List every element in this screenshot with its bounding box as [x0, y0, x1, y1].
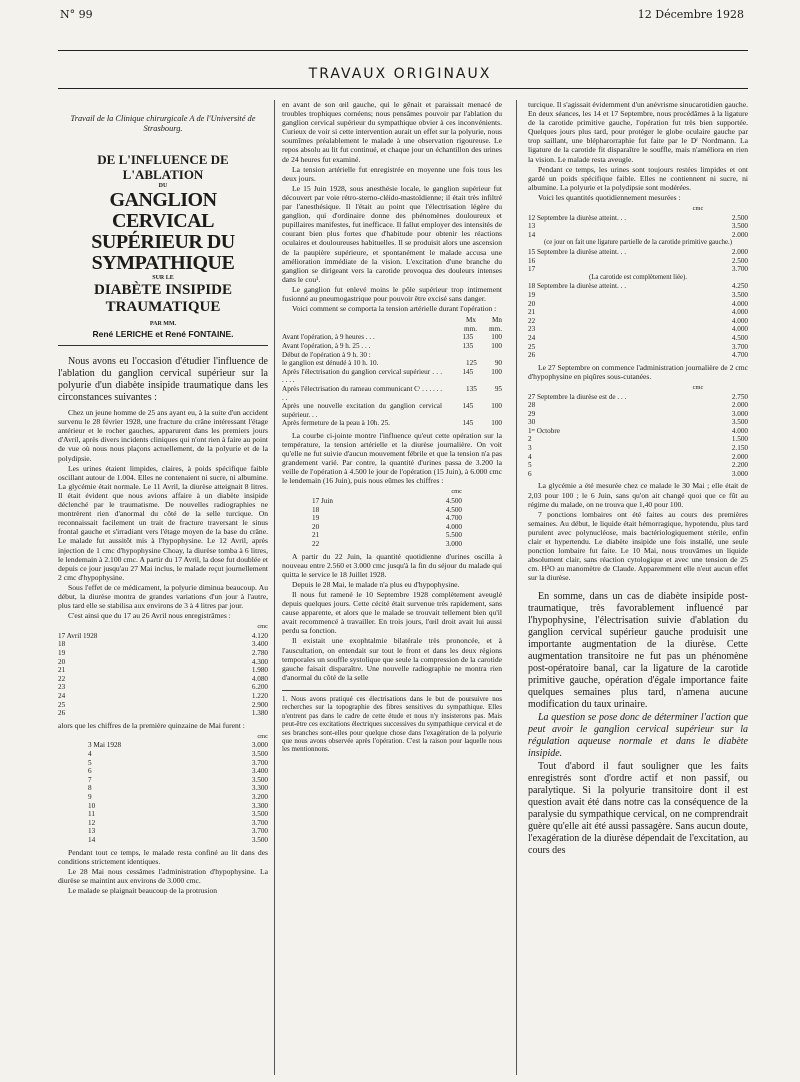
page-header [0, 8, 800, 26]
table-cell-date: 29 [528, 409, 536, 418]
table-unit: cmc [692, 383, 704, 391]
table-cell-value: 3.700 [251, 827, 268, 836]
column-2 [282, 100, 502, 754]
table-row [282, 351, 502, 360]
table-cell-value: 4.250 [731, 282, 748, 291]
table-row [88, 784, 268, 793]
table-row [58, 683, 268, 692]
title-sur: SUR LE [152, 275, 174, 281]
table-row [58, 701, 268, 710]
paragraph: alors que les chiffres de la première quinzaine de Mai furent : [58, 720, 245, 730]
table-cell-mx: 145 [462, 367, 474, 376]
table-cell-date: 3 [528, 444, 532, 453]
table-cell-value: 4.500 [731, 333, 748, 342]
header-rule [58, 50, 748, 51]
column-divider-1 [274, 100, 275, 1075]
table-cell-value: 5.500 [445, 531, 462, 540]
paragraph: Sous l'effet de ce médicament, la polyurie diminua beaucoup. Au début, la diurèse montra de grandes variations d'un jour à l'autre, plus tard elle se stabilisa aux environs de 3 à 4 litres par jour. [58, 582, 268, 611]
col-header-mx: Mx [466, 316, 476, 325]
paragraph: La tension artérielle fut enregistrée en moyenne une fois tous les deux jours. [282, 164, 502, 183]
table-cell-date: 15 Septembre la diurèse atteint. . . [528, 248, 626, 256]
table-cell-date: 25 [58, 700, 66, 709]
table-cell-value: 1.380 [251, 709, 268, 718]
table-cell-value: 3.500 [731, 222, 748, 231]
table-row [528, 343, 748, 352]
table-cell-mn: 100 [491, 402, 502, 411]
table-cell-date: 4 [528, 452, 532, 461]
table-cell-date: 10 [88, 801, 96, 810]
table-cell-value: 3.700 [731, 342, 748, 351]
paragraph: Il existait une exophtalmie bilatérale très prononcée, et à l'auscultation, on entendait sur tout le front et dans les deux régions temporales un souffle systolique que seule la compression de la carotide gauche faisait disparaître. Une nouvelle radiographie ne montra rien d'anormal du côté de la selle [282, 636, 502, 682]
paragraph: Pendant ce temps, les urines sont toujours restées limpides et ont gardé un poids spécifique faible. Elles ne contiennent ni sucre, ni albumine. La polyurie et la polydipsie sont modérées. [528, 164, 748, 192]
table-cell-value: 2.780 [251, 649, 268, 658]
table-row [58, 692, 268, 701]
table-cell-mx: 125 [466, 359, 477, 368]
table-row [88, 793, 268, 802]
table-cell-value: 4.000 [731, 426, 748, 435]
table-cell-label: Avant l'opération, à 9 h. 25 . . . [282, 341, 371, 350]
table-cell-date: 20 [58, 657, 66, 666]
table-cell-date: 14 [528, 230, 536, 239]
table-cell-values [462, 368, 502, 385]
table-row [58, 675, 268, 684]
table-cell-date: 20 [312, 522, 320, 531]
table-cell-mn: 100 [491, 333, 502, 342]
table-row [88, 750, 268, 759]
footnote: 1. Nous avons pratiqué ces électrisations dans le but de poursuivre nos recherches sur la topographie des fibres sensitives du sympathique. Elles n'entrent pas dans le cadre de cette étude et nous n'y insisterons pas. Mais peut-être ces excitations électriques successives du sympathique cervical et de ses branches sont-elles pour quelque chose dans l'exagération de la polyurie que nous avons observée après l'opération. C'est la raison pour laquelle nous les mentionnons. [282, 690, 502, 754]
table-cell-value: 4.120 [251, 631, 268, 640]
table-cell-date: 6 [88, 767, 92, 776]
table-cell-date: 16 [528, 256, 536, 265]
table-cell-mn: 100 [491, 341, 502, 350]
paragraph: C'est ainsi que du 17 au 26 Avril nous enregistrâmes : [68, 611, 231, 621]
table-cell-mx: 145 [462, 402, 474, 411]
table-cell-date: 7 [88, 775, 92, 784]
paragraph: turcique. Il s'agissait évidemment d'un anévrisme sinucarotidien gauche. En deux séances, les 14 et 17 Septembre, nous procédâmes à la ligature de la carotide primitive gauche, l'opération fut très bien supportée. Quelques jours plus tard, pour protéger le globe oculaire gauche par trop saillant, une blépharorraphie fut faite par le Dʳ Nordmann. La ligature de la carotide fit disparaître le souffle, mais n'améliora en rien la vision. Le malade resta aveugle. [528, 100, 748, 164]
table-units [282, 325, 502, 334]
table-cell-date: 6 [528, 469, 532, 478]
intro-paragraph: Nous avons eu l'occasion d'étudier l'influence de l'ablation du ganglion cervical supérieur sur la polyurie d'un diabète insipide traumatique dans les circonstances suivantes : [58, 356, 268, 404]
table-cell-date: 13 [88, 827, 96, 836]
title-line-3: DIABÈTE INSIPIDE TRAUMATIQUE [94, 282, 232, 315]
table-row [528, 291, 748, 300]
table-cell-date: 21 [312, 531, 320, 540]
table-cell-date: 9 [88, 793, 92, 802]
table-cell-date: 12 Septembre la diurèse atteint. . . [528, 213, 626, 222]
table-cell-value: 2.900 [251, 700, 268, 709]
table-unit: cmc [692, 205, 704, 213]
table-cell-value: 2.200 [731, 461, 748, 470]
table-cell-date: 18 Septembre la diurèse atteint. . . [528, 282, 626, 291]
table-cell-value: 3.700 [731, 265, 748, 274]
table-cell-value: 2.500 [731, 256, 748, 265]
table-cell-values [466, 385, 502, 402]
unit-mx: mm. [464, 324, 478, 333]
table-row [312, 497, 462, 506]
table-row [528, 401, 748, 410]
table-cell-value: 3.000 [251, 741, 268, 750]
table-cell-label: Début de l'opération à 9 h. 30 : [282, 350, 371, 359]
paragraph: La glycémie a été mesurée chez ce malade le 30 Mai ; elle était de 2,03 pour 100 ; le 6 Juin, sans qu'on ait changé quoi que ce fût au régime du malade, on ne trouva que 1,40 pour 100. [528, 481, 748, 509]
table-row [528, 444, 748, 453]
table-row [88, 810, 268, 819]
table-cell-label: Après fermeture de la peau à 10h. 25. [282, 419, 390, 428]
table-row [312, 540, 462, 549]
table-row [528, 214, 748, 223]
paragraph: A partir du 22 Juin, la quantité quotidienne d'urines oscilla à nouveau entre 2.560 et 3.000 cmc jusqu'à la fin du séjour du malade qui quitta le service le 18 Juillet 1928. [282, 551, 502, 579]
paragraph: Pendant tout ce temps, le malade resta confiné au lit dans des conditions strictement identiques. [58, 847, 268, 866]
paragraph: Le 27 Septembre on commence l'administration journalière de 2 cmc d'hypophysine en piqûres sous-cutanées. [528, 362, 748, 381]
table-cell-mn: 95 [494, 384, 502, 393]
table-row [528, 257, 748, 266]
table-cell-mx: 135 [462, 341, 474, 350]
table-row [528, 461, 748, 470]
table-cell-mx: 145 [462, 419, 474, 428]
table-row [88, 759, 268, 768]
table-cell-value: 3.700 [251, 758, 268, 767]
question-paragraph: La question se pose donc de déterminer l'action que peut avoir le ganglion cervical supérieur sur la régulation aqueuse normale et dans le diabète insipide. [528, 712, 748, 760]
table-row [88, 819, 268, 828]
table-row [528, 248, 748, 257]
table-cell-value: 2.750 [731, 392, 748, 401]
paragraph: Le malade se plaignait beaucoup de la protrusion [68, 885, 218, 895]
table-cell-mn: 90 [494, 359, 502, 368]
table-cell-label: Avant l'opération, à 9 heures . . . [282, 333, 375, 342]
diuresis-table-june [282, 488, 502, 548]
table-row [312, 523, 462, 532]
table-cell-label: Après une nouvelle excitation du ganglion cervical supérieur. . . [282, 402, 442, 419]
table-note: (ce jour on fait une ligature partielle de la carotide primitive gauche.) [544, 239, 732, 247]
blood-pressure-table [282, 316, 502, 428]
table-row [88, 741, 268, 750]
table-row [58, 640, 268, 649]
diuresis-table-october [528, 384, 748, 479]
unit-mn: mm. [489, 324, 502, 333]
paragraph: Le ganglion fut enlevé moins le pôle supérieur trop intimement fusionné au pneumogastrique pour pouvoir être excisé sans danger. [282, 284, 502, 303]
table-cell-value: 4.500 [445, 505, 462, 514]
table-cell-date: 23 [528, 325, 536, 334]
table-row [58, 666, 268, 675]
table-cell-value: 1.220 [251, 692, 268, 700]
table-cell-date: 27 Septembre la diurèse est de . . . [528, 392, 627, 401]
table-cell-date: 21 [528, 308, 536, 317]
issue-number: N° 99 [60, 8, 93, 21]
table-cell-values [462, 402, 502, 419]
table-cell-value: 2.000 [731, 401, 748, 410]
paragraph: Le 28 Mai nous cessâmes l'administration d'hypophysine. La diurèse se maintint aux environs de 3.000 cmc. [58, 866, 268, 885]
section-title: TRAVAUX ORIGINAUX [308, 66, 492, 82]
title-du: DU [158, 183, 168, 189]
table-row [528, 435, 748, 444]
table-cell-value: 4.700 [445, 514, 462, 523]
table-row [528, 308, 748, 317]
table-row [58, 709, 268, 718]
diuresis-table-may [58, 733, 268, 845]
table-cell-mx: 135 [462, 333, 474, 342]
table-row [312, 514, 462, 523]
diuresis-table-april [58, 623, 268, 718]
table-row [282, 342, 502, 351]
table-cell-date: 19 [312, 514, 320, 523]
table-row [528, 410, 748, 419]
table-row [528, 393, 748, 402]
table-cell-values [484, 351, 502, 360]
paragraph: Voici les quantités quotidiennement mesurées : [538, 192, 681, 202]
table-cell-date: 28 [528, 401, 536, 410]
table-cell-date: 18 [58, 640, 66, 649]
table-cell-date: 12 [88, 818, 96, 827]
table-cell-date: 5 [88, 758, 92, 767]
table-cell-date: 23 [58, 683, 66, 692]
table-cell-value: 2.000 [731, 452, 748, 461]
paragraph: Le 15 Juin 1928, sous anesthésie locale, le ganglion supérieur fut découvert par voie rétro-sterno-cléido-mastoïdienne; il était très infiltré par l'anesthésique. Il l'était au point que l'électrisation légère du ganglion, qui d'ordinaire donne des phénomènes douloureux et pupillaires manifestes, fut inefficace. Il fallut employer des intensités de courant bien plus fortes que d'habitude pour obtenir les réactions oculaires et douloureuses habituelles. Il se produisit alors une ascension de la paupière supérieure, et spontanément le malade accusa une amélioration immédiate de la vision. L'excitation d'une branche du ganglion se dirigeant vers la carotide provoqua des douleurs intenses dans le cou¹. [282, 183, 502, 284]
table-cell-value: 3.500 [251, 810, 268, 819]
table-cell-value: 1.500 [731, 435, 748, 444]
table-cell-date: 24 [58, 692, 66, 700]
table-cell-date: 26 [58, 709, 66, 718]
table-cell-date: 2 [528, 435, 532, 444]
table-cell-value: 6.200 [251, 683, 268, 692]
title-rule [58, 345, 268, 346]
table-row [528, 222, 748, 231]
table-row [528, 418, 748, 427]
table-cell-date: 24 [528, 333, 536, 342]
table-cell-date: 17 Juin [312, 497, 333, 506]
table-row [88, 802, 268, 811]
table-row [58, 649, 268, 658]
table-cell-date: 22 [58, 674, 66, 683]
table-cell-date: 25 [528, 342, 536, 351]
col-header-mn: Mn [492, 316, 502, 325]
column-1 [58, 100, 268, 896]
table-row [282, 402, 502, 419]
paragraph: Il nous fut ramené le 10 Septembre 1928 complètement aveuglé depuis quelques jours. Cette cécité était survenue très rapidement, sans cause apparente, et alors que le malade se trouvait tellement bien qu'il avait recommencé à travailler. En trois jours, l'œil droit avait lui aussi perdu sa fonction. [282, 589, 502, 636]
table-cell-date: 8 [88, 784, 92, 793]
table-cell-date: 5 [528, 461, 532, 470]
table-row [282, 359, 502, 368]
issue-date: 12 Décembre 1928 [637, 8, 744, 21]
table-cell-label: Après l'électrisation du rameau communicant Cᵗ . . . . . . . . [282, 384, 442, 402]
spacer [528, 583, 748, 591]
table-cell-value: 3.200 [251, 793, 268, 802]
diuresis-table-september [528, 205, 748, 360]
table-header [282, 316, 502, 325]
table-cell-values [462, 419, 502, 428]
table-cell-mn: 100 [491, 367, 502, 376]
table-row [528, 317, 748, 326]
table-unit: cmc [257, 732, 268, 740]
table-cell-value: 3.500 [251, 750, 268, 759]
title-par: PAR MM. [149, 321, 177, 327]
table-cell-date: 21 [58, 666, 66, 675]
table-cell-values [462, 333, 502, 342]
table-row [312, 506, 462, 515]
table-row [282, 385, 502, 402]
table-cell-value: 3.000 [731, 409, 748, 418]
paragraph: en avant de son œil gauche, qui le gênait et paraissait menacé de troubles trophiques cornéens; nous pensâmes pouvoir par l'ablation du ganglion cervical supérieur du sympathique obvier à ces inconvénients. Curieux de voir si cette intervention aurait un effet sur la polyurie, nous soumîmes préalablement le malade à une observation rigoureuse. Le repos absolu au lit fut continué, et chaque jour un échantillon des urines de 24 heures fut examiné. [282, 100, 502, 164]
conclusion-paragraph: En somme, dans un cas de diabète insipide post-traumatique, très favorablement influencé par l'hypophysine, l'électrisation suivie d'ablation du ganglion cervical supérieur gauche produisit une importante augmentation de la diurèse. Cette augmentation transitoire ne fut pas un phénomène post-opératoire banal, car la ligature de la carotide primitive gauche, opération d'égale importance faite quelques semaines plus tard, n'amena aucune modification du taux urinaire. [528, 591, 748, 711]
table-cell-value: 1.980 [251, 666, 268, 675]
column-3 [528, 100, 748, 858]
table-row [58, 632, 268, 641]
table-cell-values [462, 342, 502, 351]
table-row [88, 776, 268, 785]
table-cell-value: 3.300 [251, 801, 268, 810]
title-line-2: GANGLION CERVICAL SUPÉRIEUR DU SYMPATHIQUE [91, 189, 235, 274]
table-row [88, 827, 268, 836]
table-cell-label: le ganglion est dénudé à 10 h. 10. [282, 359, 379, 368]
table-row [528, 427, 748, 436]
table-cell-date: 11 [88, 810, 95, 819]
table-row [528, 470, 748, 479]
table-cell-value: 2.500 [731, 213, 748, 222]
table-cell-date: 17 [528, 265, 536, 274]
table-cell-date: 4 [88, 750, 92, 759]
table-cell-date: 26 [528, 351, 536, 360]
table-cell-date: 22 [312, 540, 320, 548]
table-note: (La carotide est complètement liée). [589, 273, 687, 281]
authors: René LERICHE et René FONTAINE. [92, 329, 234, 339]
table-cell-value: 4.080 [251, 674, 268, 683]
table-unit: cmc [257, 623, 268, 631]
table-cell-value: 3.000 [445, 540, 462, 548]
table-cell-date: 30 [528, 418, 536, 427]
paragraph: Voici comment se comporta la tension artérielle durant l'opération : [292, 304, 497, 314]
table-cell-value: 3.000 [731, 469, 748, 478]
table-cell-date: 3 Mai 1928 [88, 741, 122, 750]
table-cell-date: 1ᵉʳ Octobre [528, 426, 560, 435]
paragraph: Tout d'abord il faut souligner que les faits enregistrés sont d'ordre actif et non passif, ou paralytique. Si la polyurie transitoire dont il est question avait été dans notre cas la conséquence de la paralysie du sympathique cervical, on ne comprendrait guère qu'elle ait été aussi passagère. Sans aucun doute, l'exagération de la diurèse dépendait de l'excitation, au cours des [528, 761, 748, 857]
paragraph: La courbe ci-jointe montre l'influence qu'eut cette opération sur la température, la tension artérielle et la diurèse journalière. On voit qu'elle ne fut suivie d'aucun mouvement fébrile et que la tension n'a pas grandement varié. Par contre, la quantité d'urines passa de 3.200 la veille de l'opération à 4.500 le jour de l'opération (15 Juin), à 6.000 cmc le lendemain (16 Juin), puis nous eûmes les chiffres : [282, 430, 502, 486]
table-cell-date: 13 [528, 222, 536, 231]
table-cell-value: 4.000 [731, 308, 748, 317]
table-cell-date: 18 [312, 505, 320, 514]
table-row [528, 231, 748, 240]
table-row [528, 300, 748, 309]
title-line-1: DE L'INFLUENCE DE L'ABLATION [97, 152, 229, 182]
table-row [528, 282, 748, 291]
table-cell-date: 19 [58, 649, 66, 658]
section-rule [58, 88, 748, 89]
table-cell-value: 2.000 [731, 248, 748, 256]
table-cell-label: Après l'électrisation du ganglion cervical supérieur . . . . . . . [282, 367, 442, 385]
table-unit: cmc [451, 488, 462, 496]
table-row [528, 265, 748, 274]
table-cell-value: 3.700 [251, 818, 268, 827]
table-row [282, 419, 502, 428]
table-cell-value: 2.150 [731, 444, 748, 453]
table-row [88, 836, 268, 845]
table-cell-value: 3.400 [251, 767, 268, 776]
table-row [282, 368, 502, 385]
table-cell-value: 3.300 [251, 784, 268, 793]
table-cell-value: 3.500 [251, 775, 268, 784]
table-cell-mx: 135 [466, 384, 477, 393]
table-row [528, 453, 748, 462]
table-cell-value: 3.500 [731, 290, 748, 299]
table-cell-value: 3.500 [731, 418, 748, 427]
paragraph: Depuis le 28 Mai, le malade n'a plus eu d'hypophysine. [292, 579, 460, 589]
affiliation: Travail de la Clinique chirurgicale A de l'Université de Strasbourg. [70, 114, 256, 133]
table-row [528, 351, 748, 360]
table-cell-values [466, 359, 502, 368]
table-row [528, 325, 748, 334]
table-cell-date: 19 [528, 290, 536, 299]
table-cell-value: 4.700 [731, 351, 748, 360]
table-cell-date: 22 [528, 316, 536, 325]
table-cell-value: 4.000 [731, 316, 748, 325]
table-cell-value: 3.400 [251, 640, 268, 649]
column-divider-2 [516, 100, 517, 1075]
table-cell-date: 17 Avril 1928 [58, 631, 98, 640]
table-cell-value: 4.500 [445, 497, 462, 506]
table-cell-value: 4.000 [445, 522, 462, 531]
table-row [88, 767, 268, 776]
paragraph: Les urines étaient limpides, claires, à poids spécifique faible oscillant autour de 1.004. Elles ne contenaient ni sucre, ni albumine. La glycémie était normale. Le 11 Avril, la diurèse atteignait 8 litres. Il était évident que nous avions affaire à un diabète insipide déclenché par le traumatisme. De nouvelles radiographies ne montrèrent rien d'anormal du côté de la selle turcique. On reconnaissait facilement un trait de fracture traversant le sinus frontal gauche et s'irradiant vers l'étage moyen de la base du crâne. Le malade fut aussitôt mis à l'hypophysine. Le 12 Avril, après injection de 1 cmc d'hypophysine Choay, la diurèse tomba à 6 litres, le lendemain à 2.100 cmc. A partir du 17 Avril, la dose fut doublée et depuis ce jour jusqu'au 27 Mai inclus, le malade reçut journellement 2 cmc d'hypophysine. [58, 463, 268, 582]
table-cell-value: 4.000 [731, 299, 748, 308]
table-row [282, 333, 502, 342]
table-cell-value: 4.300 [251, 657, 268, 666]
table-cell-value: 2.000 [731, 230, 748, 239]
table-cell-value: 4.000 [731, 325, 748, 334]
paragraph: Chez un jeune homme de 25 ans ayant eu, à la suite d'un accident survenu le 28 février 1928, une fracture du crâne intéressant l'étage antérieur et le rocher gauches, apparurent dans les premiers jours d'Avril, après divers incidents cliniques qui n'ont rien à faire au point de vue où nous nous plaçons actuellement, de la polyurie et de la polydipsie. [58, 408, 268, 463]
paragraph: 7 ponctions lombaires ont été faites au cours des premières semaines. Au début, le liquide était hémorragique, hypotendu, plus tard purulent avec polynucléose, mais bactériologiquement stérile, enfin clair et hypertendu. Le diabète insipide une fois installé, une seule ponction lombaire fut faite. Le 10 Mai, nous trouvâmes un liquide absolument clair, sans réaction cytologique et avec une tension de 25 cm. H²O au manomètre de Claude. Apparemment elle n'eut aucun effet sur la diurèse. [528, 509, 748, 583]
table-cell-value: 3.500 [251, 836, 268, 844]
table-cell-date: 20 [528, 299, 536, 308]
table-row [528, 334, 748, 343]
table-row [58, 658, 268, 667]
table-row [312, 531, 462, 540]
table-cell-date: 14 [88, 836, 96, 844]
table-cell-mn: 100 [491, 419, 502, 428]
